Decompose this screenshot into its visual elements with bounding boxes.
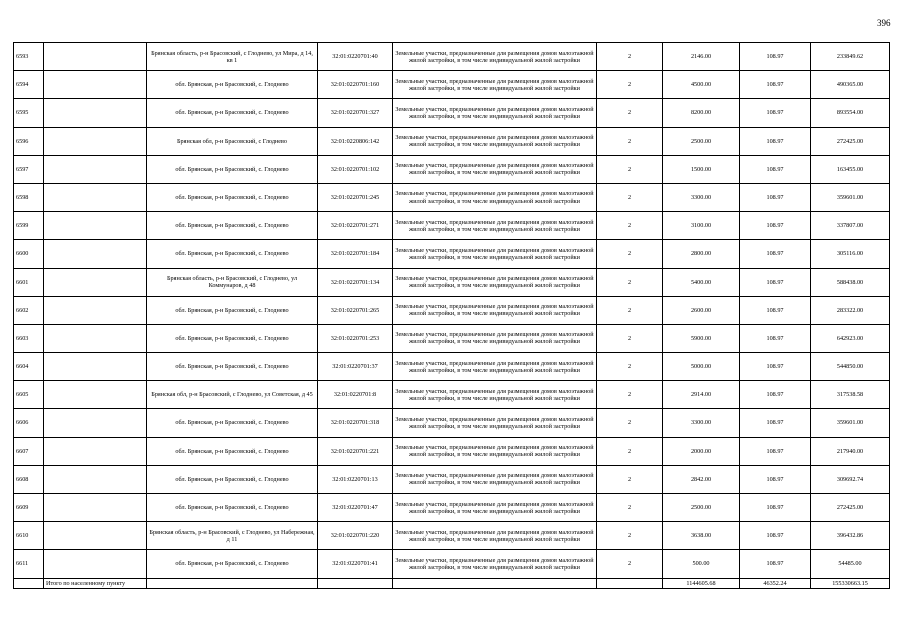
table-row: [14, 550, 890, 578]
cadastral-value-cell: 305116.00: [811, 240, 890, 268]
category-cell: 2: [597, 494, 663, 522]
cadastral-value-cell: 283322.00: [811, 296, 890, 324]
category-cell: 2: [597, 155, 663, 183]
category-cell: 2: [597, 127, 663, 155]
category-cell: 2: [597, 437, 663, 465]
blank-cell: [44, 296, 147, 324]
row-number: 6610: [14, 522, 44, 550]
blank-cell: [44, 71, 147, 99]
rate-cell: 108.97: [740, 155, 811, 183]
table-row: [14, 99, 890, 127]
area-cell: 8200.00: [663, 99, 740, 127]
category-cell: 2: [597, 296, 663, 324]
cadastral-number-cell: 32:01:0220701:8: [318, 381, 393, 409]
cadastral-number-cell: 32:01:0220701:41: [318, 550, 393, 578]
cadastral-value-cell: 272425.00: [811, 494, 890, 522]
area-cell: 4500.00: [663, 71, 740, 99]
total-area: 1144605.68: [663, 578, 740, 588]
cadastral-value-cell: 544850.00: [811, 353, 890, 381]
address-cell: обл. Брянская, р-н Брасовский, с. Глоднево: [147, 437, 318, 465]
address-cell: обл. Брянская, р-н Брасовский, с. Глоднево: [147, 155, 318, 183]
rate-cell: 108.97: [740, 550, 811, 578]
address-cell: обл. Брянская, р-н Брасовский, с. Глоднево: [147, 183, 318, 211]
area-cell: 2600.00: [663, 296, 740, 324]
land-use-cell: Земельные участки, предназначенные для размещения домов малоэтажной жилой застройки, в том числе индивидуальной жилой застройки: [393, 409, 597, 437]
row-number: 6608: [14, 465, 44, 493]
blank-cell: [44, 437, 147, 465]
cadastral-value-cell: 233849.62: [811, 43, 890, 71]
land-use-cell: Земельные участки, предназначенные для размещения домов малоэтажной жилой застройки, в том числе индивидуальной жилой застройки: [393, 465, 597, 493]
total-label: Итого по населенному пункту: [44, 578, 147, 588]
rate-cell: 108.97: [740, 268, 811, 296]
category-cell: 2: [597, 240, 663, 268]
cadastral-number-cell: 32:01:0220701:160: [318, 71, 393, 99]
cadastral-number-cell: 32:01:0220701:13: [318, 465, 393, 493]
rate-cell: 108.97: [740, 183, 811, 211]
rate-cell: 108.97: [740, 437, 811, 465]
blank-cell: [44, 494, 147, 522]
land-use-cell: Земельные участки, предназначенные для размещения домов малоэтажной жилой застройки, в том числе индивидуальной жилой застройки: [393, 550, 597, 578]
table-row: [14, 437, 890, 465]
area-cell: 5900.00: [663, 324, 740, 352]
rate-cell: 108.97: [740, 240, 811, 268]
rate-cell: 108.97: [740, 71, 811, 99]
row-number: 6593: [14, 43, 44, 71]
area-cell: 3638.00: [663, 522, 740, 550]
table-row: [14, 240, 890, 268]
category-cell: 2: [597, 71, 663, 99]
row-number: 6609: [14, 494, 44, 522]
cadastral-number-cell: 32:01:0220701:134: [318, 268, 393, 296]
address-cell: обл. Брянская, р-н Брасовский, с. Глоднево: [147, 296, 318, 324]
blank-cell: [44, 212, 147, 240]
table-row: [14, 522, 890, 550]
address-cell: Брянская область, р-н Брасовский, с Глоднево, ул Коммунаров, д 48: [147, 268, 318, 296]
area-cell: 2842.00: [663, 465, 740, 493]
rate-cell: 108.97: [740, 43, 811, 71]
land-use-cell: Земельные участки, предназначенные для размещения домов малоэтажной жилой застройки, в том числе индивидуальной жилой застройки: [393, 324, 597, 352]
land-use-cell: Земельные участки, предназначенные для размещения домов малоэтажной жилой застройки, в том числе индивидуальной жилой застройки: [393, 212, 597, 240]
total-row: [14, 578, 890, 588]
cadastral-value-cell: 396432.86: [811, 522, 890, 550]
blank-cell: [44, 268, 147, 296]
area-cell: 2500.00: [663, 494, 740, 522]
cadastral-value-cell: 272425.00: [811, 127, 890, 155]
cadastral-value-cell: 163455.00: [811, 155, 890, 183]
blank-cell: [597, 578, 663, 588]
category-cell: 2: [597, 183, 663, 211]
blank-cell: [44, 550, 147, 578]
category-cell: 2: [597, 522, 663, 550]
blank-cell: [14, 578, 44, 588]
row-number: 6594: [14, 71, 44, 99]
land-use-cell: Земельные участки, предназначенные для размещения домов малоэтажной жилой застройки, в том числе индивидуальной жилой застройки: [393, 99, 597, 127]
rate-cell: 108.97: [740, 353, 811, 381]
table-row: [14, 127, 890, 155]
table-row: [14, 71, 890, 99]
blank-cell: [147, 578, 318, 588]
cadastral-number-cell: 32:01:0220701:184: [318, 240, 393, 268]
blank-cell: [44, 324, 147, 352]
land-use-cell: Земельные участки, предназначенные для размещения домов малоэтажной жилой застройки, в том числе индивидуальной жилой застройки: [393, 71, 597, 99]
row-number: 6606: [14, 409, 44, 437]
land-use-cell: Земельные участки, предназначенные для размещения домов малоэтажной жилой застройки, в том числе индивидуальной жилой застройки: [393, 494, 597, 522]
cadastral-value-cell: 359601.00: [811, 409, 890, 437]
row-number: 6599: [14, 212, 44, 240]
category-cell: 2: [597, 381, 663, 409]
row-number: 6596: [14, 127, 44, 155]
category-cell: 2: [597, 353, 663, 381]
rate-cell: 108.97: [740, 127, 811, 155]
row-number: 6604: [14, 353, 44, 381]
land-use-cell: Земельные участки, предназначенные для размещения домов малоэтажной жилой застройки, в том числе индивидуальной жилой застройки: [393, 127, 597, 155]
blank-cell: [44, 99, 147, 127]
table-row: [14, 381, 890, 409]
land-registry-table: [13, 42, 890, 589]
area-cell: 3100.00: [663, 212, 740, 240]
area-cell: 3300.00: [663, 183, 740, 211]
table-row: [14, 43, 890, 71]
table-body: [14, 43, 890, 589]
cadastral-number-cell: 32:01:0220701:40: [318, 43, 393, 71]
table-row: [14, 409, 890, 437]
area-cell: 2000.00: [663, 437, 740, 465]
address-cell: Брянская обл, р-н Брасовский, с Глоднево, ул Советская, д 45: [147, 381, 318, 409]
land-use-cell: Земельные участки, предназначенные для размещения домов малоэтажной жилой застройки, в том числе индивидуальной жилой застройки: [393, 296, 597, 324]
land-use-cell: Земельные участки, предназначенные для размещения домов малоэтажной жилой застройки, в том числе индивидуальной жилой застройки: [393, 43, 597, 71]
row-number: 6611: [14, 550, 44, 578]
row-number: 6602: [14, 296, 44, 324]
area-cell: 2500.00: [663, 127, 740, 155]
address-cell: Брянская обл, р-н Брасовский, с Глоднево: [147, 127, 318, 155]
rate-cell: 108.97: [740, 465, 811, 493]
total-rate: 46352.24: [740, 578, 811, 588]
table-row: [14, 296, 890, 324]
address-cell: обл. Брянская, р-н Брасовский, с. Глоднево: [147, 212, 318, 240]
land-use-cell: Земельные участки, предназначенные для размещения домов малоэтажной жилой застройки, в том числе индивидуальной жилой застройки: [393, 353, 597, 381]
cadastral-number-cell: 32:01:0220701:271: [318, 212, 393, 240]
address-cell: обл. Брянская, р-н Брасовский, с. Глоднево: [147, 494, 318, 522]
category-cell: 2: [597, 409, 663, 437]
area-cell: 5000.00: [663, 353, 740, 381]
cadastral-number-cell: 32:01:0220701:220: [318, 522, 393, 550]
address-cell: обл. Брянская, р-н Брасовский, с. Глоднево: [147, 99, 318, 127]
blank-cell: [44, 465, 147, 493]
cadastral-number-cell: 32:01:0220806:142: [318, 127, 393, 155]
category-cell: 2: [597, 43, 663, 71]
land-use-cell: Земельные участки, предназначенные для размещения домов малоэтажной жилой застройки, в том числе индивидуальной жилой застройки: [393, 381, 597, 409]
cadastral-number-cell: 32:01:0220701:37: [318, 353, 393, 381]
table-row: [14, 155, 890, 183]
address-cell: обл. Брянская, р-н Брасовский, с. Глоднево: [147, 465, 318, 493]
land-use-cell: Земельные участки, предназначенные для размещения домов малоэтажной жилой застройки, в том числе индивидуальной жилой застройки: [393, 183, 597, 211]
blank-cell: [44, 183, 147, 211]
cadastral-value-cell: 54485.00: [811, 550, 890, 578]
table-row: [14, 494, 890, 522]
category-cell: 2: [597, 268, 663, 296]
address-cell: обл. Брянская, р-н Брасовский, с. Глоднево: [147, 409, 318, 437]
rate-cell: 108.97: [740, 522, 811, 550]
cadastral-number-cell: 32:01:0220701:265: [318, 296, 393, 324]
cadastral-number-cell: 32:01:0220701:221: [318, 437, 393, 465]
address-cell: обл. Брянская, р-н Брасовский, с. Глоднево: [147, 71, 318, 99]
cadastral-value-cell: 490365.00: [811, 71, 890, 99]
blank-cell: [318, 578, 393, 588]
rate-cell: 108.97: [740, 212, 811, 240]
table-row: [14, 353, 890, 381]
cadastral-number-cell: 32:01:0220701:318: [318, 409, 393, 437]
area-cell: 500.00: [663, 550, 740, 578]
address-cell: Брянская область, р-н Брасовский, с Глоднево, ул Мира, д 14, кв 1: [147, 43, 318, 71]
land-use-cell: Земельные участки, предназначенные для размещения домов малоэтажной жилой застройки, в том числе индивидуальной жилой застройки: [393, 240, 597, 268]
address-cell: обл. Брянская, р-н Брасовский, с. Глоднево: [147, 240, 318, 268]
address-cell: обл. Брянская, р-н Брасовский, с. Глоднево: [147, 324, 318, 352]
address-cell: Брянская область, р-н Брасовский, с Глоднево, ул Набережная, д 11: [147, 522, 318, 550]
cadastral-number-cell: 32:01:0220701:253: [318, 324, 393, 352]
row-number: 6605: [14, 381, 44, 409]
land-use-cell: Земельные участки, предназначенные для размещения домов малоэтажной жилой застройки, в том числе индивидуальной жилой застройки: [393, 268, 597, 296]
rate-cell: 108.97: [740, 409, 811, 437]
cadastral-value-cell: 217940.00: [811, 437, 890, 465]
page-number: 396: [877, 18, 891, 28]
table-row: [14, 183, 890, 211]
row-number: 6595: [14, 99, 44, 127]
category-cell: 2: [597, 212, 663, 240]
cadastral-number-cell: 32:01:0220701:102: [318, 155, 393, 183]
rate-cell: 108.97: [740, 324, 811, 352]
table-row: [14, 212, 890, 240]
area-cell: 2800.00: [663, 240, 740, 268]
rate-cell: 108.97: [740, 99, 811, 127]
table-row: [14, 465, 890, 493]
cadastral-value-cell: 893554.00: [811, 99, 890, 127]
table-row: [14, 268, 890, 296]
area-cell: 2914.00: [663, 381, 740, 409]
total-value: 155330663.15: [811, 578, 890, 588]
cadastral-number-cell: 32:01:0220701:327: [318, 99, 393, 127]
land-use-cell: Земельные участки, предназначенные для размещения домов малоэтажной жилой застройки, в том числе индивидуальной жилой застройки: [393, 437, 597, 465]
blank-cell: [44, 155, 147, 183]
blank-cell: [393, 578, 597, 588]
row-number: 6603: [14, 324, 44, 352]
category-cell: 2: [597, 550, 663, 578]
rate-cell: 108.97: [740, 381, 811, 409]
address-cell: обл. Брянская, р-н Брасовский, с. Глоднево: [147, 353, 318, 381]
row-number: 6601: [14, 268, 44, 296]
blank-cell: [44, 409, 147, 437]
cadastral-value-cell: 642923.00: [811, 324, 890, 352]
cadastral-number-cell: 32:01:0220701:47: [318, 494, 393, 522]
blank-cell: [44, 522, 147, 550]
category-cell: 2: [597, 465, 663, 493]
land-use-cell: Земельные участки, предназначенные для размещения домов малоэтажной жилой застройки, в том числе индивидуальной жилой застройки: [393, 155, 597, 183]
category-cell: 2: [597, 99, 663, 127]
rate-cell: 108.97: [740, 494, 811, 522]
cadastral-value-cell: 359601.00: [811, 183, 890, 211]
category-cell: 2: [597, 324, 663, 352]
address-cell: обл. Брянская, р-н Брасовский, с. Глоднево: [147, 550, 318, 578]
area-cell: 1500.00: [663, 155, 740, 183]
blank-cell: [44, 127, 147, 155]
table-row: [14, 324, 890, 352]
cadastral-value-cell: 309692.74: [811, 465, 890, 493]
rate-cell: 108.97: [740, 296, 811, 324]
area-cell: 2146.00: [663, 43, 740, 71]
cadastral-number-cell: 32:01:0220701:245: [318, 183, 393, 211]
row-number: 6597: [14, 155, 44, 183]
area-cell: 5400.00: [663, 268, 740, 296]
cadastral-value-cell: 337807.00: [811, 212, 890, 240]
land-use-cell: Земельные участки, предназначенные для размещения домов малоэтажной жилой застройки, в том числе индивидуальной жилой застройки: [393, 522, 597, 550]
row-number: 6600: [14, 240, 44, 268]
blank-cell: [44, 240, 147, 268]
area-cell: 3300.00: [663, 409, 740, 437]
cadastral-value-cell: 317538.58: [811, 381, 890, 409]
blank-cell: [44, 381, 147, 409]
row-number: 6607: [14, 437, 44, 465]
blank-cell: [44, 43, 147, 71]
blank-cell: [44, 353, 147, 381]
cadastral-value-cell: 588438.00: [811, 268, 890, 296]
row-number: 6598: [14, 183, 44, 211]
